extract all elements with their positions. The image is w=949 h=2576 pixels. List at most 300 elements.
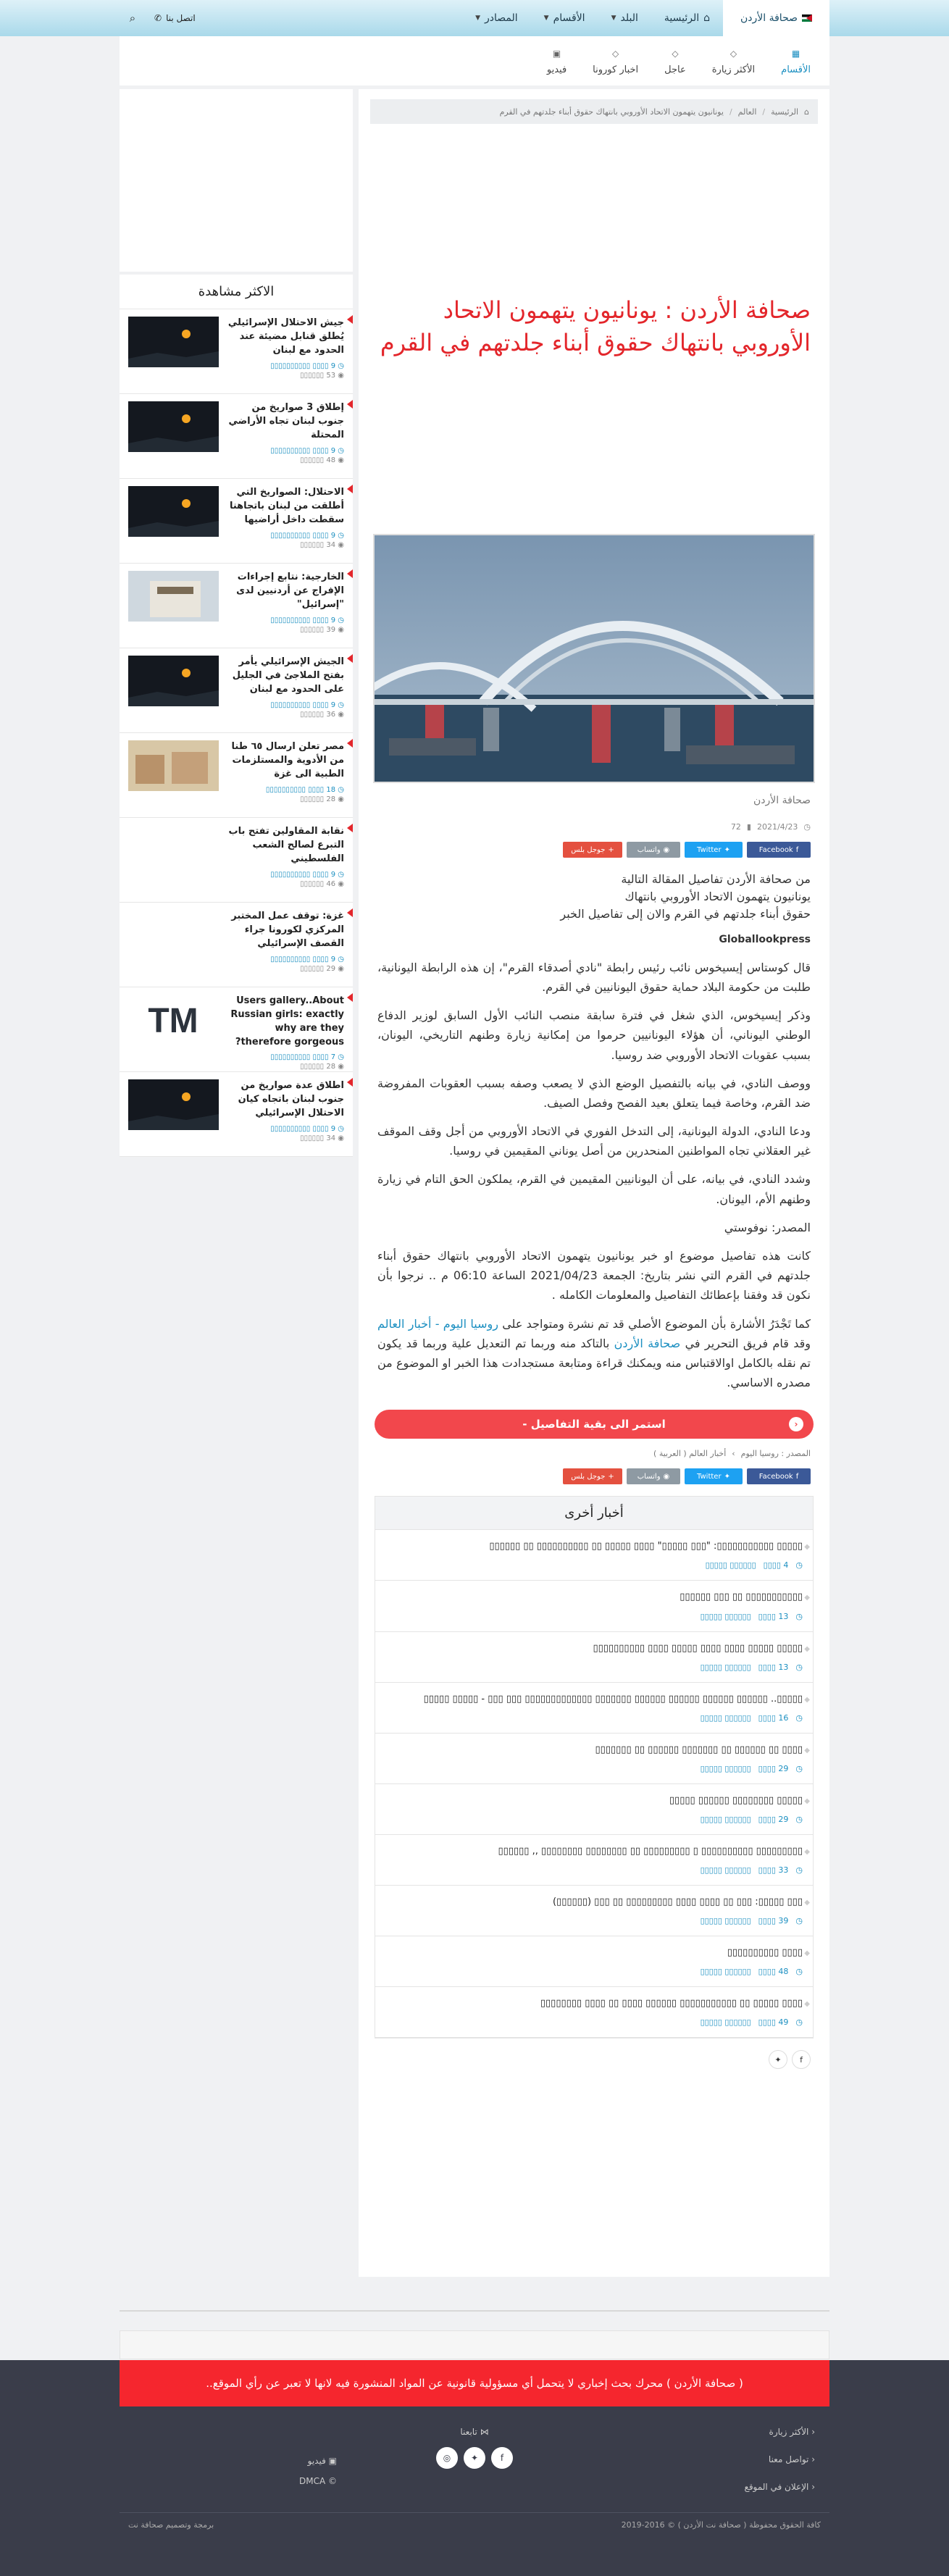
share-twitter-button[interactable] bbox=[685, 1468, 743, 1484]
popular-item-title[interactable]: غزة: توقف عمل المختبر المركزي لكورونا جراء القصف الإسرائيلي bbox=[231, 911, 344, 949]
share-whatsapp-button[interactable] bbox=[627, 842, 680, 858]
popular-item-title[interactable]: نقابة المقاولين تفتح باب التبرع لصالح الشعب الفلسطيني bbox=[228, 826, 344, 864]
footer-dmca-label: DMCA bbox=[298, 2476, 326, 2486]
subnav-label: فيديو bbox=[546, 64, 567, 75]
share-label: جوجل بلس bbox=[571, 845, 606, 854]
image-caption: صحافة الأردن bbox=[753, 795, 811, 806]
list-item-source: ▯▯▯▯▯▯ ▯▯▯▯▯ bbox=[700, 1763, 751, 1773]
more-news-heading: أخبار أخرى bbox=[375, 1497, 813, 1530]
intro-line: من صحافة الأردن تفاصيل المقالة التالية bbox=[621, 872, 811, 886]
virus-icon: ◇ bbox=[612, 49, 619, 59]
video-icon: ▣ bbox=[552, 49, 561, 59]
popular-item-views bbox=[227, 795, 344, 803]
developer-link[interactable]: برمجة وتصميم صحافة نت bbox=[128, 2520, 214, 2530]
list-item-title[interactable]: ▯▯▯▯▯ ▯▯▯▯▯▯▯▯▯▯▯: "▯▯▯ ▯▯▯▯▯" ▯▯▯▯ ▯▯▯▯▯ ▯▯ ▯▯▯▯▯▯▯▯▯▯ ▯▯ ▯▯▯▯▯▯ bbox=[489, 1541, 803, 1552]
popular-item-thumbnail[interactable] bbox=[128, 1079, 219, 1130]
list-item[interactable] bbox=[375, 1987, 813, 2038]
clock-icon: ◷ bbox=[803, 822, 811, 832]
sub-nav bbox=[120, 36, 829, 85]
main-nav bbox=[462, 0, 723, 36]
popular-item-time: 18 ▯▯▯▯ bbox=[308, 785, 336, 794]
popular-item-source: ▯▯▯▯▯▯▯▯▯▯ bbox=[270, 361, 311, 370]
list-item[interactable] bbox=[375, 1683, 813, 1734]
list-item-source: ▯▯▯▯▯▯ ▯▯▯▯▯ bbox=[700, 1916, 751, 1926]
list-item-title[interactable]: ▯▯▯ ▯▯▯▯▯: ▯▯▯ ▯▯ ▯▯▯▯ ▯▯▯▯ ▯▯▯▯▯▯▯▯▯ ▯▯ ▯▯▯ (▯▯▯▯▯▯) bbox=[552, 1897, 803, 1908]
popular-item[interactable] bbox=[120, 987, 353, 1072]
subnav-label: اخبار كورونا bbox=[593, 64, 639, 75]
notice-text: كما تَجْدَرُ الأشارة بأن الموضوع الأصلي قد تم نشرة ومتواجد على bbox=[502, 1316, 811, 1331]
list-item-title[interactable]: ▯▯▯▯▯.. ▯▯▯▯▯▯ ▯▯▯▯▯▯ ▯▯▯▯▯▯ ▯▯▯▯▯▯ ▯▯▯▯▯▯▯ ▯▯▯▯▯▯▯▯▯▯▯▯▯ ▯▯▯ ▯▯▯ - ▯▯▯▯▯ ▯▯▯▯▯ bbox=[423, 1693, 803, 1705]
bullet-icon: ◆ bbox=[804, 1847, 810, 1856]
bridge-photo bbox=[375, 535, 814, 782]
popular-item-text bbox=[227, 486, 344, 556]
popular-item-views-count: 48 ▯▯▯▯▯▯ bbox=[300, 456, 336, 464]
source-info bbox=[370, 1439, 818, 1463]
thumbnail-image bbox=[128, 825, 219, 876]
popular-item-text bbox=[227, 317, 344, 386]
list-item-time: 49 ▯▯▯▯ bbox=[758, 2017, 789, 2028]
plus-icon: + bbox=[608, 1472, 614, 1481]
nav-home[interactable] bbox=[651, 0, 723, 36]
share-label: جوجل بلس bbox=[571, 1472, 606, 1481]
eye-icon: ◉ bbox=[338, 1063, 344, 1071]
divider bbox=[120, 2310, 829, 2312]
popular-item[interactable] bbox=[120, 733, 353, 818]
popular-item-views-count: 46 ▯▯▯▯▯▯ bbox=[300, 879, 336, 888]
list-item-source: ▯▯▯▯▯▯ ▯▯▯▯▯ bbox=[700, 1713, 751, 1723]
popular-item[interactable] bbox=[120, 479, 353, 564]
clock-icon: ◷ bbox=[338, 870, 344, 879]
nav-country-label: البلد bbox=[620, 12, 638, 24]
clock-icon: ◷ bbox=[795, 1865, 803, 1875]
popular-item-text bbox=[227, 910, 344, 979]
continue-reading-button[interactable] bbox=[375, 1410, 814, 1439]
article-column bbox=[359, 89, 829, 2277]
eye-icon: ◉ bbox=[338, 456, 344, 464]
site-link[interactable]: صحافة الأردن bbox=[614, 1336, 681, 1350]
list-item-title[interactable]: ▯▯▯▯▯▯▯▯▯▯▯ ▯▯ ▯▯▯ ▯▯▯▯▯▯ bbox=[680, 1592, 803, 1603]
footer-links bbox=[612, 2427, 815, 2492]
list-item-source: ▯▯▯▯▯▯ ▯▯▯▯▯ bbox=[700, 1814, 751, 1824]
svg-text:TM: TM bbox=[148, 1002, 198, 1040]
list-item-time: 48 ▯▯▯▯ bbox=[758, 1967, 789, 1977]
list-item-title[interactable]: ▯▯▯▯ ▯▯▯▯▯ ▯▯ ▯▯▯▯▯▯▯▯▯▯▯ ▯▯▯▯▯▯ ▯▯▯▯ ▯▯ ▯▯▯▯ ▯▯▯▯▯▯▯▯ bbox=[540, 1998, 803, 2010]
article-body bbox=[370, 863, 818, 1392]
bullet-icon: ◆ bbox=[804, 1644, 810, 1653]
popular-item-meta bbox=[227, 871, 344, 879]
chevron-down-icon: ▼ bbox=[543, 14, 549, 22]
eye-icon: ◉ bbox=[338, 625, 344, 634]
footer bbox=[0, 2360, 949, 2576]
eye-icon: ◉ bbox=[338, 964, 344, 973]
ad-banner bbox=[120, 2330, 829, 2359]
thumbnail-image bbox=[128, 486, 219, 537]
bullet-icon: ◆ bbox=[804, 2000, 810, 2009]
intro-line: حقوق أبناء جلدتهم في القرم والان إلى تفاصيل الخبر bbox=[560, 907, 811, 921]
clock-icon: ◷ bbox=[795, 1916, 803, 1926]
popular-item-views bbox=[227, 1063, 344, 1071]
more-news bbox=[375, 1496, 814, 2038]
thumbnail-image bbox=[128, 656, 219, 706]
list-item[interactable] bbox=[375, 1936, 813, 1987]
thumbnail-image bbox=[128, 740, 219, 791]
eye-icon: ◉ bbox=[338, 710, 344, 719]
share-facebook-button[interactable] bbox=[747, 842, 811, 858]
follow-label: تابعنا bbox=[460, 2427, 477, 2437]
list-item-source: ▯▯▯▯▯▯ ▯▯▯▯▯ bbox=[705, 1560, 756, 1571]
popular-item-title[interactable]: الخارجية: نتابع إجراءات الإفراج عن أردنيين لدى "إسرائيل" bbox=[236, 572, 344, 610]
home-icon: ⌂ bbox=[804, 106, 809, 117]
popular-item-source: ▯▯▯▯▯▯▯▯▯▯ bbox=[270, 616, 311, 624]
popular-item-meta bbox=[227, 532, 344, 540]
twitter-icon[interactable]: ✦ bbox=[769, 2050, 787, 2069]
list-item-time: 16 ▯▯▯▯ bbox=[758, 1713, 789, 1723]
popular-item-thumbnail[interactable] bbox=[128, 910, 219, 961]
disclaimer: ( صحافة الأردن ) محرك بحث إخباري لا يتحمل أي مسؤولية قانونية عن المواد المنشورة فيه لانها لا تعبر عن رأي الموقع.. bbox=[120, 2360, 829, 2406]
popular-item[interactable] bbox=[120, 394, 353, 479]
popular-item-text bbox=[227, 995, 344, 1071]
popular-item-text bbox=[227, 656, 344, 725]
popular-item-views bbox=[227, 372, 344, 380]
popular-item-views-count: 34 ▯▯▯▯▯▯ bbox=[300, 540, 336, 549]
subnav-video[interactable] bbox=[537, 49, 577, 85]
breadcrumb bbox=[370, 99, 818, 124]
source-line: المصدر: نوفوستي bbox=[724, 1220, 811, 1234]
clock-icon: ◷ bbox=[338, 701, 344, 709]
eye-icon: ◉ bbox=[338, 795, 344, 803]
popular-item[interactable] bbox=[120, 564, 353, 648]
list-item[interactable] bbox=[375, 1530, 813, 1581]
list-item-source: ▯▯▯▯▯▯ ▯▯▯▯▯ bbox=[700, 1865, 751, 1875]
clock-icon: ◷ bbox=[338, 616, 344, 624]
site-name: صحافة الأردن bbox=[740, 12, 798, 24]
popular-item-title[interactable]: الجيش الإسرائيلي يأمر بفتح الملاجئ في الجليل على الحدود مع لبنان bbox=[232, 656, 344, 695]
popular-item-source: ▯▯▯▯▯▯▯▯▯▯ bbox=[270, 446, 311, 455]
popular-item-views-count: 39 ▯▯▯▯▯▯ bbox=[300, 625, 336, 634]
subnav-urgent[interactable] bbox=[654, 49, 696, 85]
popular-item-meta bbox=[227, 447, 344, 455]
facebook-icon: f bbox=[795, 1472, 799, 1481]
popular-item-thumbnail[interactable] bbox=[128, 825, 219, 876]
whatsapp-icon: ◉ bbox=[663, 845, 670, 854]
footer-dmca-link[interactable] bbox=[299, 2476, 337, 2486]
footer-extra bbox=[134, 2427, 337, 2492]
top-bar bbox=[0, 0, 949, 36]
share-label: Facebook bbox=[758, 845, 793, 854]
most-viewed bbox=[120, 275, 353, 1157]
popular-item-thumbnail[interactable] bbox=[128, 995, 219, 1045]
bullet-icon: ◆ bbox=[804, 1899, 810, 1907]
star-icon: ◇ bbox=[729, 49, 737, 59]
clock-icon: ◷ bbox=[338, 1124, 344, 1133]
popular-item[interactable] bbox=[120, 309, 353, 394]
share-label: واتساب bbox=[637, 1472, 661, 1481]
article-intro bbox=[377, 871, 811, 923]
bullet-icon: ◆ bbox=[804, 1695, 810, 1704]
breadcrumb-section[interactable]: العالم bbox=[737, 106, 757, 117]
footer-link[interactable]: ‹ الأكثر زيارة bbox=[612, 2427, 815, 2437]
popular-item-source: ▯▯▯▯▯▯▯▯▯▯ bbox=[270, 531, 311, 540]
list-item-title[interactable]: ▯▯▯▯ ▯▯▯▯▯▯▯▯▯▯ bbox=[727, 1947, 803, 1959]
eye-icon: ◉ bbox=[338, 540, 344, 549]
source-section-link[interactable]: أخبار العالم ( العربية ) bbox=[653, 1449, 727, 1459]
popular-item[interactable] bbox=[120, 648, 353, 733]
list-item-title[interactable]: ▯▯▯▯▯ ▯▯▯▯▯▯▯▯ ▯▯▯▯▯▯ ▯▯▯▯▯ bbox=[669, 1794, 803, 1806]
list-item-time: 33 ▯▯▯▯ bbox=[758, 1865, 789, 1875]
chevron-left-icon: ‹ bbox=[789, 1417, 803, 1431]
clock-icon: ◷ bbox=[795, 1763, 803, 1773]
thumbnail-image bbox=[128, 571, 219, 622]
follow-us bbox=[373, 2427, 576, 2492]
list-item-time: 29 ▯▯▯▯ bbox=[758, 1763, 789, 1773]
popular-item-thumbnail[interactable] bbox=[128, 486, 219, 537]
list-item-title[interactable]: ▯▯▯▯ ▯▯ ▯▯▯▯▯▯ ▯▯ ▯▯▯▯▯▯▯ ▯▯▯▯▯▯ ▯▯ ▯▯▯▯▯▯▯ bbox=[595, 1744, 803, 1755]
popular-item-meta bbox=[227, 1053, 344, 1061]
popular-item-views bbox=[227, 965, 344, 973]
breadcrumb-home[interactable]: الرئيسية bbox=[771, 106, 799, 117]
bullet-icon: ◆ bbox=[804, 1949, 810, 1958]
clock-icon: ◷ bbox=[795, 1611, 803, 1621]
popular-item-views-count: 34 ▯▯▯▯▯▯ bbox=[300, 1134, 336, 1142]
paragraph: وشدد النادي، في بيانه، على أن اليونانيين المقيمين في القرم، يملكون الحق التام في زيارة وطنهم الأم، اليونان. bbox=[377, 1172, 811, 1206]
clock-icon: ◷ bbox=[338, 531, 344, 540]
popular-item-thumbnail[interactable] bbox=[128, 571, 219, 622]
list-item-time: 13 ▯▯▯▯ bbox=[758, 1611, 789, 1621]
notice-text: بالتاكد منه وربما تم التعديل علية وربما قد يكون تم نقله بالكامل اوالاقتباس منه ويمكنك قراءة ومتابعة مستجدادت هذا الخبر او الموضوع من مصدره الاساسي. bbox=[377, 1336, 811, 1390]
nav-country[interactable] bbox=[598, 0, 651, 36]
twitter-icon: ✦ bbox=[724, 1472, 730, 1481]
copyright-text: كافة الحقوق محفوظة ( صحافة نت الأردن ) © 2016-2019 bbox=[621, 2520, 821, 2530]
popular-item-title[interactable]: الاحتلال: الصواريخ التي أطلقت من لبنان باتجاهنا سقطت داخل أراضيها bbox=[229, 487, 344, 525]
popular-item-meta bbox=[227, 786, 344, 794]
thumbnail-image bbox=[128, 401, 219, 452]
site-logo[interactable] bbox=[723, 0, 829, 36]
list-item-source: ▯▯▯▯▯▯ ▯▯▯▯▯ bbox=[700, 1611, 751, 1621]
nav-home-label: الرئيسية bbox=[664, 12, 700, 24]
share-facebook-button[interactable] bbox=[747, 1468, 811, 1484]
popular-item-text bbox=[227, 571, 344, 640]
chevron-down-icon: ▼ bbox=[611, 14, 616, 22]
nav-sources[interactable] bbox=[462, 0, 531, 36]
popular-item-thumbnail[interactable] bbox=[128, 740, 219, 791]
popular-item-views bbox=[227, 711, 344, 719]
popular-item-meta bbox=[227, 616, 344, 624]
popular-item-views bbox=[227, 626, 344, 634]
breadcrumb-separator: / bbox=[729, 106, 732, 117]
popular-item-source: ▯▯▯▯▯▯▯▯▯▯ bbox=[270, 870, 311, 879]
mini-social-links bbox=[370, 2038, 818, 2069]
list-item-time: 39 ▯▯▯▯ bbox=[758, 1916, 789, 1926]
article-meta bbox=[370, 818, 818, 836]
popular-item-title[interactable]: مصر تعلن ارسال ٦٥ طنا من الأدوية والمستلزمات الطبية الى غزة bbox=[231, 741, 344, 779]
intro-line: يونانيون يتهمون الاتحاد الأوروبي بانتهاك bbox=[624, 890, 811, 903]
contact-label: اتصل بنا bbox=[166, 13, 196, 23]
footer-video-link[interactable] bbox=[308, 2456, 337, 2466]
source-link[interactable]: روسيا اليوم - أخبار العالم bbox=[377, 1316, 498, 1331]
eye-icon: ◉ bbox=[338, 371, 344, 380]
popular-item[interactable] bbox=[120, 903, 353, 987]
popular-item-text bbox=[227, 825, 344, 895]
article-image bbox=[373, 534, 815, 783]
facebook-icon[interactable]: f bbox=[792, 2050, 811, 2069]
share-icon: ⋈ bbox=[480, 2427, 489, 2437]
thumbnail-image bbox=[128, 317, 219, 367]
popular-item-views-count: 29 ▯▯▯▯▯▯ bbox=[300, 964, 336, 973]
list-item-source: ▯▯▯▯▯▯ ▯▯▯▯▯ bbox=[700, 1967, 751, 1977]
popular-item-time: 9 ▯▯▯▯ bbox=[312, 1124, 336, 1133]
popular-item-text bbox=[227, 401, 344, 471]
list-item-time: 13 ▯▯▯▯ bbox=[758, 1662, 789, 1672]
subnav-label: الأكثر زيارة bbox=[711, 64, 756, 75]
plus-icon: + bbox=[608, 845, 614, 854]
popular-item-time: 9 ▯▯▯▯ bbox=[312, 616, 336, 624]
popular-item-meta bbox=[227, 701, 344, 709]
list-item-source: ▯▯▯▯▯▯ ▯▯▯▯▯ bbox=[700, 2017, 751, 2028]
video-icon: ▣ bbox=[328, 2456, 337, 2466]
closing-paragraph: كانت هذه تفاصيل موضوع او خبر يونانيون يتهمون الاتحاد الأوروبي بانتهاك حقوق أبناء جلدتهم في القرم التي نشر بتاريخ: الجمعة 2021/04/23 الساعة 06:10 م .. نرجوا بأن نكون قد وفقنا بإعطائك التفاصيل والمعلومات الكامله . bbox=[377, 1249, 811, 1302]
twitter-icon: ✦ bbox=[724, 845, 730, 854]
list-item-time: 4 ▯▯▯▯ bbox=[763, 1560, 789, 1571]
list-item-source: ▯▯▯▯▯▯ ▯▯▯▯▯ bbox=[700, 1662, 751, 1672]
bolt-icon: ◇ bbox=[672, 49, 679, 59]
popular-item-meta bbox=[227, 955, 344, 963]
popular-item[interactable] bbox=[120, 1072, 353, 1157]
popular-item-title[interactable]: جيش الاحتلال الإسرائيلي يُطلق قنابل مضيئة عند الحدود مع لبنان bbox=[227, 317, 344, 356]
popular-item-time: 9 ▯▯▯▯ bbox=[312, 446, 336, 455]
popular-item-source: ▯▯▯▯▯▯▯▯▯▯ bbox=[270, 1053, 311, 1062]
share-google-button[interactable] bbox=[563, 1468, 622, 1484]
popular-item[interactable] bbox=[120, 818, 353, 903]
footer-link[interactable]: ‹ تواصل معنا bbox=[612, 2454, 815, 2464]
list-item-time: 29 ▯▯▯▯ bbox=[758, 1814, 789, 1824]
popular-item-views bbox=[227, 1134, 344, 1142]
clock-icon: ◷ bbox=[795, 1814, 803, 1824]
share-whatsapp-button[interactable] bbox=[627, 1468, 680, 1484]
bullet-icon: ◆ bbox=[804, 1746, 810, 1755]
share-label: واتساب bbox=[637, 845, 661, 854]
list-item[interactable] bbox=[375, 1784, 813, 1835]
subnav-corona[interactable] bbox=[582, 49, 648, 85]
notice-text: وقد قام فريق التحرير في bbox=[685, 1336, 811, 1350]
popular-item-thumbnail[interactable] bbox=[128, 317, 219, 367]
popular-item-views-count: 28 ▯▯▯▯▯▯ bbox=[300, 795, 336, 803]
subnav-label: الأقسام bbox=[781, 64, 811, 75]
clock-icon: ◷ bbox=[795, 1967, 803, 1977]
photo-credit: Globallookpress bbox=[719, 934, 811, 945]
share-bar-bottom bbox=[370, 1463, 818, 1490]
list-item-title[interactable]: ▯▯▯▯▯▯▯▯▯ ▯▯▯▯▯▯▯▯▯▯ ▯ ▯▯▯▯▯▯▯▯▯ ▯▯ ▯▯▯▯▯▯▯▯ ▯▯▯▯▯▯▯▯ ,, ▯▯▯▯▯▯ bbox=[498, 1845, 803, 1857]
share-bar bbox=[370, 836, 818, 863]
nav-sections[interactable] bbox=[531, 0, 598, 36]
list-item[interactable] bbox=[375, 1886, 813, 1936]
eye-icon: ◉ bbox=[338, 879, 344, 888]
most-viewed-heading: الاكثر مشاهدة bbox=[120, 275, 353, 309]
clock-icon: ◷ bbox=[795, 1662, 803, 1672]
clock-icon: ◷ bbox=[795, 1560, 803, 1571]
title-area bbox=[370, 124, 818, 530]
popular-item-source: ▯▯▯▯▯▯▯▯▯▯ bbox=[270, 955, 311, 963]
popular-item-meta bbox=[227, 1125, 344, 1133]
list-item[interactable] bbox=[375, 1734, 813, 1784]
popular-item-views-count: 53 ▯▯▯▯▯▯ bbox=[300, 371, 336, 380]
continue-label: استمر الى بقية التفاصيل - bbox=[522, 1418, 666, 1431]
popular-item-time: 9 ▯▯▯▯ bbox=[312, 701, 336, 709]
popular-item-views-count: 28 ▯▯▯▯▯▯ bbox=[300, 1063, 336, 1071]
list-item[interactable] bbox=[375, 1581, 813, 1631]
article-views: 72 bbox=[730, 822, 741, 832]
ad-slot bbox=[120, 89, 353, 272]
list-item[interactable] bbox=[375, 1632, 813, 1683]
popular-item-views-count: 36 ▯▯▯▯▯▯ bbox=[300, 710, 336, 719]
subnav-most-visited[interactable] bbox=[702, 49, 765, 85]
instagram-icon[interactable]: ◎ bbox=[436, 2447, 458, 2469]
popular-item-text bbox=[227, 740, 344, 810]
share-label: Twitter bbox=[697, 1472, 722, 1481]
notice-paragraph bbox=[377, 1314, 811, 1393]
chevron-down-icon: ▼ bbox=[475, 14, 480, 22]
subnav-sections[interactable] bbox=[771, 49, 821, 85]
popular-item-title[interactable]: اطلاق عدة صواريخ من جنوب لبنان باتجاه كيان الاحتلال الإسرائيلي bbox=[238, 1080, 344, 1118]
popular-item-time: 7 ▯▯▯▯ bbox=[312, 1053, 336, 1062]
twitter-icon[interactable]: ✦ bbox=[464, 2447, 485, 2469]
facebook-icon[interactable]: f bbox=[491, 2447, 513, 2469]
clock-icon: ◷ bbox=[338, 446, 344, 455]
paragraph: وذكر إيسيخوس، الذي شغل في فترة سابقة منصب النائب الأول السابق لوزير الدفاع الوطني اليوناني، أن هؤلاء اليونانيين حرموا من إمكانية زيارة وطنهم التاريخي، اليونان، بسبب عقوبات الاتحاد الأوروبي ضد روسيا. bbox=[377, 1008, 811, 1062]
article-title: صحافة الأردن : يونانيون يتهمون الاتحاد الأوروبي بانتهاك حقوق أبناء جلدتهم في القرم bbox=[380, 296, 811, 356]
eye-icon: ◉ bbox=[338, 1134, 344, 1142]
clock-icon: ◷ bbox=[795, 2017, 803, 2028]
list-item[interactable] bbox=[375, 1835, 813, 1886]
clock-icon: ◷ bbox=[338, 361, 344, 370]
share-twitter-button[interactable] bbox=[685, 842, 743, 858]
popular-item-text bbox=[227, 1079, 344, 1149]
sidebar bbox=[120, 89, 353, 1157]
popular-item-meta bbox=[227, 362, 344, 370]
share-google-button[interactable] bbox=[563, 842, 622, 858]
popular-item-time: 9 ▯▯▯▯ bbox=[312, 531, 336, 540]
popular-item-title[interactable]: Users gallery..About Russian girls: exactly why are they therefore gorgeous? bbox=[230, 995, 344, 1047]
grid-icon: ▦ bbox=[791, 49, 800, 59]
jordan-flag-icon bbox=[802, 14, 812, 22]
footer-link[interactable]: ‹ الإعلان في الموقع bbox=[612, 2482, 815, 2492]
nav-sources-label: المصادر bbox=[485, 12, 518, 24]
list-item-title[interactable]: ▯▯▯▯▯ ▯▯▯▯▯ ▯▯▯▯ ▯▯▯▯ ▯▯▯▯▯ ▯▯▯▯ ▯▯▯▯▯▯▯▯▯▯ bbox=[593, 1642, 803, 1654]
contact-link[interactable] bbox=[146, 0, 204, 36]
popular-item-views bbox=[227, 456, 344, 464]
breadcrumb-separator: › bbox=[732, 1449, 735, 1459]
popular-item-title[interactable]: إطلاق 3 صواريخ من جنوب لبنان تجاه الأراضي المحتلة bbox=[228, 402, 344, 440]
search-icon[interactable]: ⌕ bbox=[129, 12, 136, 25]
popular-item-thumbnail[interactable] bbox=[128, 401, 219, 452]
footer-video-label: فيديو bbox=[307, 2456, 326, 2466]
thumbnail-image bbox=[128, 1079, 219, 1130]
bullet-icon: ◆ bbox=[804, 1594, 810, 1602]
chart-icon: ▮ bbox=[746, 822, 751, 832]
popular-item-thumbnail[interactable] bbox=[128, 656, 219, 706]
popular-item-time: 9 ▯▯▯▯ bbox=[312, 361, 336, 370]
popular-item-source: ▯▯▯▯▯▯▯▯▯▯ bbox=[270, 1124, 311, 1133]
paragraph: قال كوستاس إيسيخوس نائب رئيس رابطة "نادي أصدقاء القرم"، إن هذه الرابطة اليونانية، طلبت من حكومة البلاد حماية حقوق اليونانيين في القرم. bbox=[377, 960, 811, 994]
subnav-label: عاجل bbox=[664, 64, 686, 75]
popular-item-views bbox=[227, 541, 344, 549]
clock-icon: ◷ bbox=[338, 955, 344, 963]
paragraph: ووصف النادي، في بيانه بالتفصيل الوضع الذي لا يصعب وصفه بسبب العقوبات المفروضة ضد القرم، وخاصة فيما يتعلق بعيد الفصح وفصل الصيف. bbox=[377, 1076, 811, 1110]
share-label: Twitter bbox=[697, 845, 722, 854]
paragraph: ودعا النادي، الدولة اليونانية، إلى التدخل الفوري في الاتحاد الأوروبي من أجل وقف الموقف غير العقلاني تجاه المواطنين المنحدرين من أصل يوناني المقيمين في روسيا. bbox=[377, 1124, 811, 1158]
share-label: Facebook bbox=[758, 1472, 793, 1481]
source-label: المصدر : روسيا اليوم bbox=[740, 1449, 811, 1459]
facebook-icon: f bbox=[795, 845, 799, 854]
